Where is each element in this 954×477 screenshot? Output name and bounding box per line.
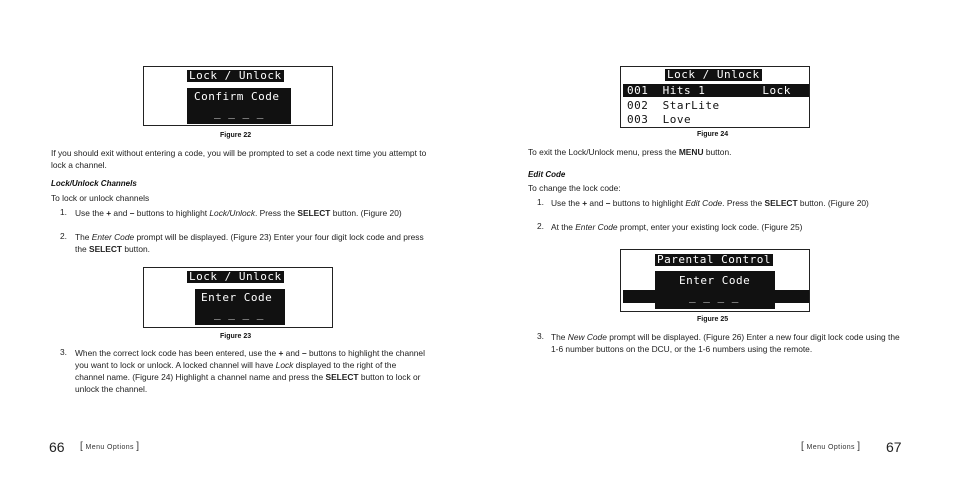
prompt-name: Enter Code	[91, 232, 135, 242]
menu-item-name: Edit Code	[685, 198, 723, 208]
text: When the correct lock code has been entered, use the	[75, 348, 279, 358]
figure-caption: Figure 24	[697, 131, 729, 138]
lcd-highlight-box	[195, 289, 285, 325]
lcd-title: Parental Control	[657, 253, 771, 266]
lcd-title: Lock / Unlock	[667, 68, 760, 81]
lcd-line-2: _ _ _ _	[214, 307, 264, 320]
text: . Press the	[722, 198, 765, 208]
footer-text: Menu Options	[806, 444, 855, 451]
text: and	[587, 198, 606, 208]
text: buttons to highlight	[134, 208, 210, 218]
channel-row: 003 Love	[627, 113, 692, 126]
text: displayed to the right of the channel name. (Figure 24) Highlight a channel name and press the	[75, 360, 397, 382]
step-text	[75, 347, 425, 395]
text: At the	[551, 222, 576, 232]
text: To exit the Lock/Unlock menu, press the	[528, 147, 679, 157]
text: button.	[122, 244, 150, 254]
text: The	[551, 332, 568, 342]
step-number: 3.	[60, 347, 67, 357]
exit-instruction	[528, 146, 908, 158]
bracket: ]	[857, 441, 861, 452]
bracket: [	[80, 441, 84, 452]
lcd-line-1: Enter Code	[679, 274, 751, 287]
step-text	[551, 197, 906, 209]
select-key: SELECT	[764, 198, 798, 208]
text: button.	[703, 147, 732, 157]
text: . Press the	[255, 208, 298, 218]
figure-caption: Figure 22	[220, 132, 252, 139]
select-key: SELECT	[325, 372, 359, 382]
select-key: SELECT	[88, 244, 123, 254]
plus-key: +	[278, 348, 284, 358]
menu-key: MENU	[678, 147, 704, 157]
bracket: ]	[136, 441, 140, 452]
page-number: 67	[886, 439, 902, 455]
section-intro: To change the lock code:	[528, 183, 621, 193]
text: buttons to highlight the channel you want to lock or unlock. A locked channel will have	[75, 348, 425, 370]
text: prompt will be displayed. (Figure 26) Enter a new four digit lock code using the 1-6 number buttons on the DCU, or the 1-6 numbers using the remote.	[551, 332, 900, 354]
step-text	[75, 231, 430, 255]
intro-paragraph: If you should exit without entering a code, you will be prompted to set a code next time you attempt to lock a channel.	[51, 148, 427, 170]
text: The	[75, 232, 92, 242]
lcd-title: Lock / Unlock	[189, 69, 282, 82]
select-key: SELECT	[297, 208, 331, 218]
lcd-line-1: Confirm Code	[194, 90, 280, 103]
bracket: [	[801, 441, 805, 452]
text: buttons to highlight	[610, 198, 686, 208]
text: and	[111, 208, 130, 218]
figure-25-screen	[620, 249, 810, 312]
text: Use the	[551, 198, 583, 208]
figure-22-screen	[143, 66, 333, 126]
figure-caption: Figure 23	[220, 333, 252, 340]
footer-section-label	[801, 441, 860, 452]
lcd-title: Lock / Unlock	[189, 270, 282, 283]
lcd-selected-row	[623, 84, 809, 97]
step-text	[75, 207, 430, 219]
figure-caption: Figure 25	[697, 316, 729, 323]
step-number: 2.	[60, 231, 67, 241]
text: prompt, enter your existing lock code. (Figure 25)	[617, 222, 803, 232]
step-number: 3.	[537, 331, 544, 341]
text: button. (Figure 20)	[797, 198, 869, 208]
plus-key: +	[106, 208, 112, 218]
channel-row: 002 StarLite	[627, 99, 720, 112]
footer-text: Menu Options	[85, 444, 134, 451]
text: button. (Figure 20)	[330, 208, 402, 218]
prompt-name: New Code	[567, 332, 607, 342]
minus-key: –	[129, 208, 135, 218]
section-heading: Lock/Unlock Channels	[51, 179, 137, 188]
section-intro: To lock or unlock channels	[51, 193, 150, 203]
figure-23-screen	[143, 267, 333, 328]
menu-item-name: Lock/Unlock	[209, 208, 256, 218]
plus-key: +	[582, 198, 588, 208]
lcd-highlight-box	[187, 88, 291, 124]
minus-key: –	[302, 348, 307, 358]
page-number: 66	[49, 439, 65, 455]
channel-row-selected: 001 Hits 1 Lock	[627, 84, 791, 97]
minus-key: –	[605, 198, 611, 208]
step-number: 1.	[537, 197, 544, 207]
lock-label: Lock	[275, 360, 294, 370]
step-text	[551, 221, 906, 233]
text: prompt will be displayed. (Figure 23) Enter your four digit lock code and press the	[75, 232, 424, 254]
text: Use the	[75, 208, 107, 218]
text: button to lock or unlock the channel.	[75, 372, 421, 394]
step-text	[551, 331, 901, 355]
text: and	[283, 348, 302, 358]
step-number: 1.	[60, 207, 67, 217]
lcd-selected-row	[623, 290, 809, 303]
figure-24-screen	[620, 66, 810, 128]
footer-section-label	[80, 441, 139, 452]
lcd-line-2: _ _ _ _	[689, 290, 739, 303]
step-number: 2.	[537, 221, 544, 231]
lcd-line-2: _ _ _ _	[214, 106, 264, 119]
prompt-name: Enter Code	[575, 222, 618, 232]
section-heading: Edit Code	[528, 170, 566, 179]
lcd-line-1: Enter Code	[201, 291, 273, 304]
